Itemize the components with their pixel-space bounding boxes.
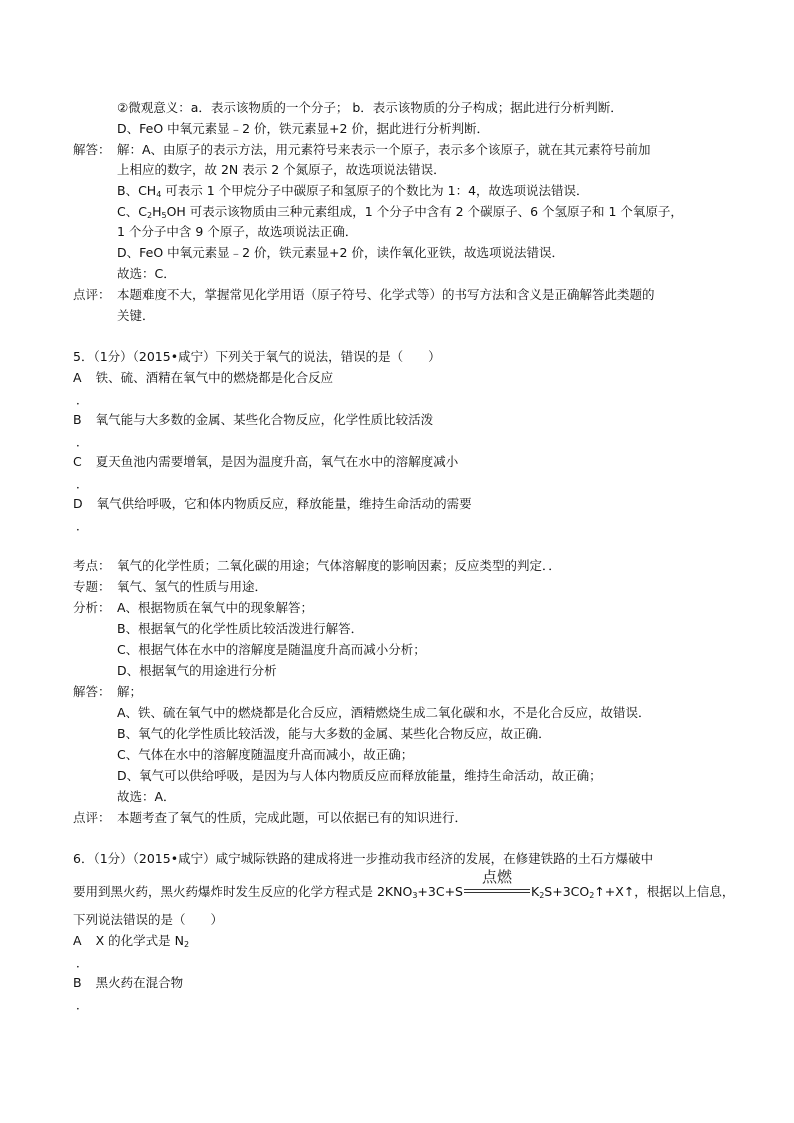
fenxi-label: 分析： <box>73 600 111 615</box>
answer-line: D、氧气可以供给呼吸，是因为与人体内物质反应而释放能量，维持生命活动，故正确； <box>117 768 602 783</box>
zhuanti-label: 专题： <box>73 579 111 594</box>
analysis-line: A、根据物质在氧气中的现象解答； <box>117 600 314 615</box>
answer-line: 解：A、由原子的表示方法，用元素符号来表示一个原子，表示多个该原子，就在其元素符号前加 <box>117 142 651 157</box>
answer-line: C、$C_2H_5OH$ 可表示该物质由三种元素组成，1 个分子中含有 2 个碳原子、6 个氢原子和 1 个氧原子， <box>117 204 683 220</box>
reaction-condition-arrow: 点燃 <box>464 880 530 896</box>
answer-line: 解； <box>117 684 143 699</box>
q6-option-a: A X 的化学式是 $N_2$ <box>73 933 190 949</box>
option-dot: ． <box>76 998 89 1012</box>
option-dot: ． <box>76 956 89 970</box>
question-6-equation-line: 要用到黑火药，黑火药爆炸时发生反应的化学方程式是 $2KNO_3+3C+S$ 点燃 $K_2S+3CO_2↑+X↑$，根据以上信息， <box>73 868 735 900</box>
answer-label: 解答： <box>73 142 111 157</box>
answer-choice: 故选：C． <box>117 266 176 281</box>
comment-line: 本题考查了氧气的性质，完成此题，可以依据已有的知识进行． <box>117 810 468 825</box>
comment-line: 本题难度不大，掌握常见化学用语（原子符号、化学式等）的书写方法和含义是正确解答此类题的 <box>117 287 655 302</box>
answer-choice: 故选：A． <box>117 789 176 804</box>
q5-option-c: C 夏天鱼池内需要增氧，是因为温度升高，氧气在水中的溶解度减小 <box>73 454 459 469</box>
analysis-line: D、根据氧气的用途进行分析 <box>117 663 277 678</box>
question-6-stem: 6．（1分）（2015•咸宁）咸宁城际铁路的建成将进一步推动我市经济的发展，在修建铁路的土石方爆破中 <box>73 851 654 866</box>
kaodian-label: 考点： <box>73 558 111 573</box>
answer-label: 解答： <box>73 684 111 699</box>
comment-label: 点评： <box>73 810 111 825</box>
option-dot: ． <box>76 435 89 449</box>
answer-line: A、铁、硫在氧气中的燃烧都是化合反应，酒精燃烧生成二氧化碳和水，不是化合反应，故错误． <box>117 705 651 720</box>
question-6-prompt: 下列说法错误的是（ ） <box>73 912 224 927</box>
question-5-stem: 5．（1分）（2015•咸宁）下列关于氧气的说法，错误的是（ ） <box>73 349 441 364</box>
answer-line: 1 个分子中含 9 个原子，故选项说法正确． <box>117 224 358 239</box>
option-dot: ． <box>76 393 89 407</box>
answer-line: B、氧气的化学性质比较活泼，能与大多数的金属、某些化合物反应，故正确． <box>117 726 551 741</box>
answer-line: 上相应的数字，故 2N 表示 2 个氮原子，故选项说法错误． <box>117 162 446 177</box>
answer-line: C、气体在水中的溶解度随温度升高而减小，故正确； <box>117 747 414 762</box>
analysis-line-d: D、FeO 中氧元素显﹣2 价，铁元素显+2 价，据此进行分析判断． <box>117 121 489 136</box>
q5-option-d: D 氧气供给呼吸，它和体内物质反应，释放能量，维持生命活动的需要 <box>73 496 472 511</box>
option-dot: ． <box>76 519 89 533</box>
q6-option-b: B 黑火药在混合物 <box>73 975 184 990</box>
analysis-line: C、根据气体在水中的溶解度是随温度升高而减小分析； <box>117 642 426 657</box>
option-dot: ． <box>76 477 89 491</box>
zhuanti-text: 氧气、氢气的性质与用途． <box>117 579 268 594</box>
comment-label: 点评： <box>73 287 111 302</box>
q5-option-b: B 氧气能与大多数的金属、某些化合物反应，化学性质比较活泼 <box>73 412 434 427</box>
answer-line: D、FeO 中氧元素显﹣2 价，铁元素显+2 价，读作氧化亚铁，故选项说法错误． <box>117 245 564 260</box>
q5-option-a: A 铁、硫、酒精在氧气中的燃烧都是化合反应 <box>73 370 334 385</box>
comment-line: 关键． <box>117 308 155 323</box>
answer-line: B、$CH_4$ 可表示 1 个甲烷分子中碳原子和氢原子的个数比为 1：4，故选项说法错误． <box>117 183 589 199</box>
analysis-line: B、根据氧气的化学性质比较活泼进行解答． <box>117 621 364 636</box>
meaning-line: ②微观意义：a．表示该物质的一个分子； b．表示该物质的分子构成；据此进行分析判断． <box>117 100 623 115</box>
kaodian-text: 氧气的化学性质；二氧化碳的用途；气体溶解度的影响因素；反应类型的判定．． <box>117 558 561 573</box>
